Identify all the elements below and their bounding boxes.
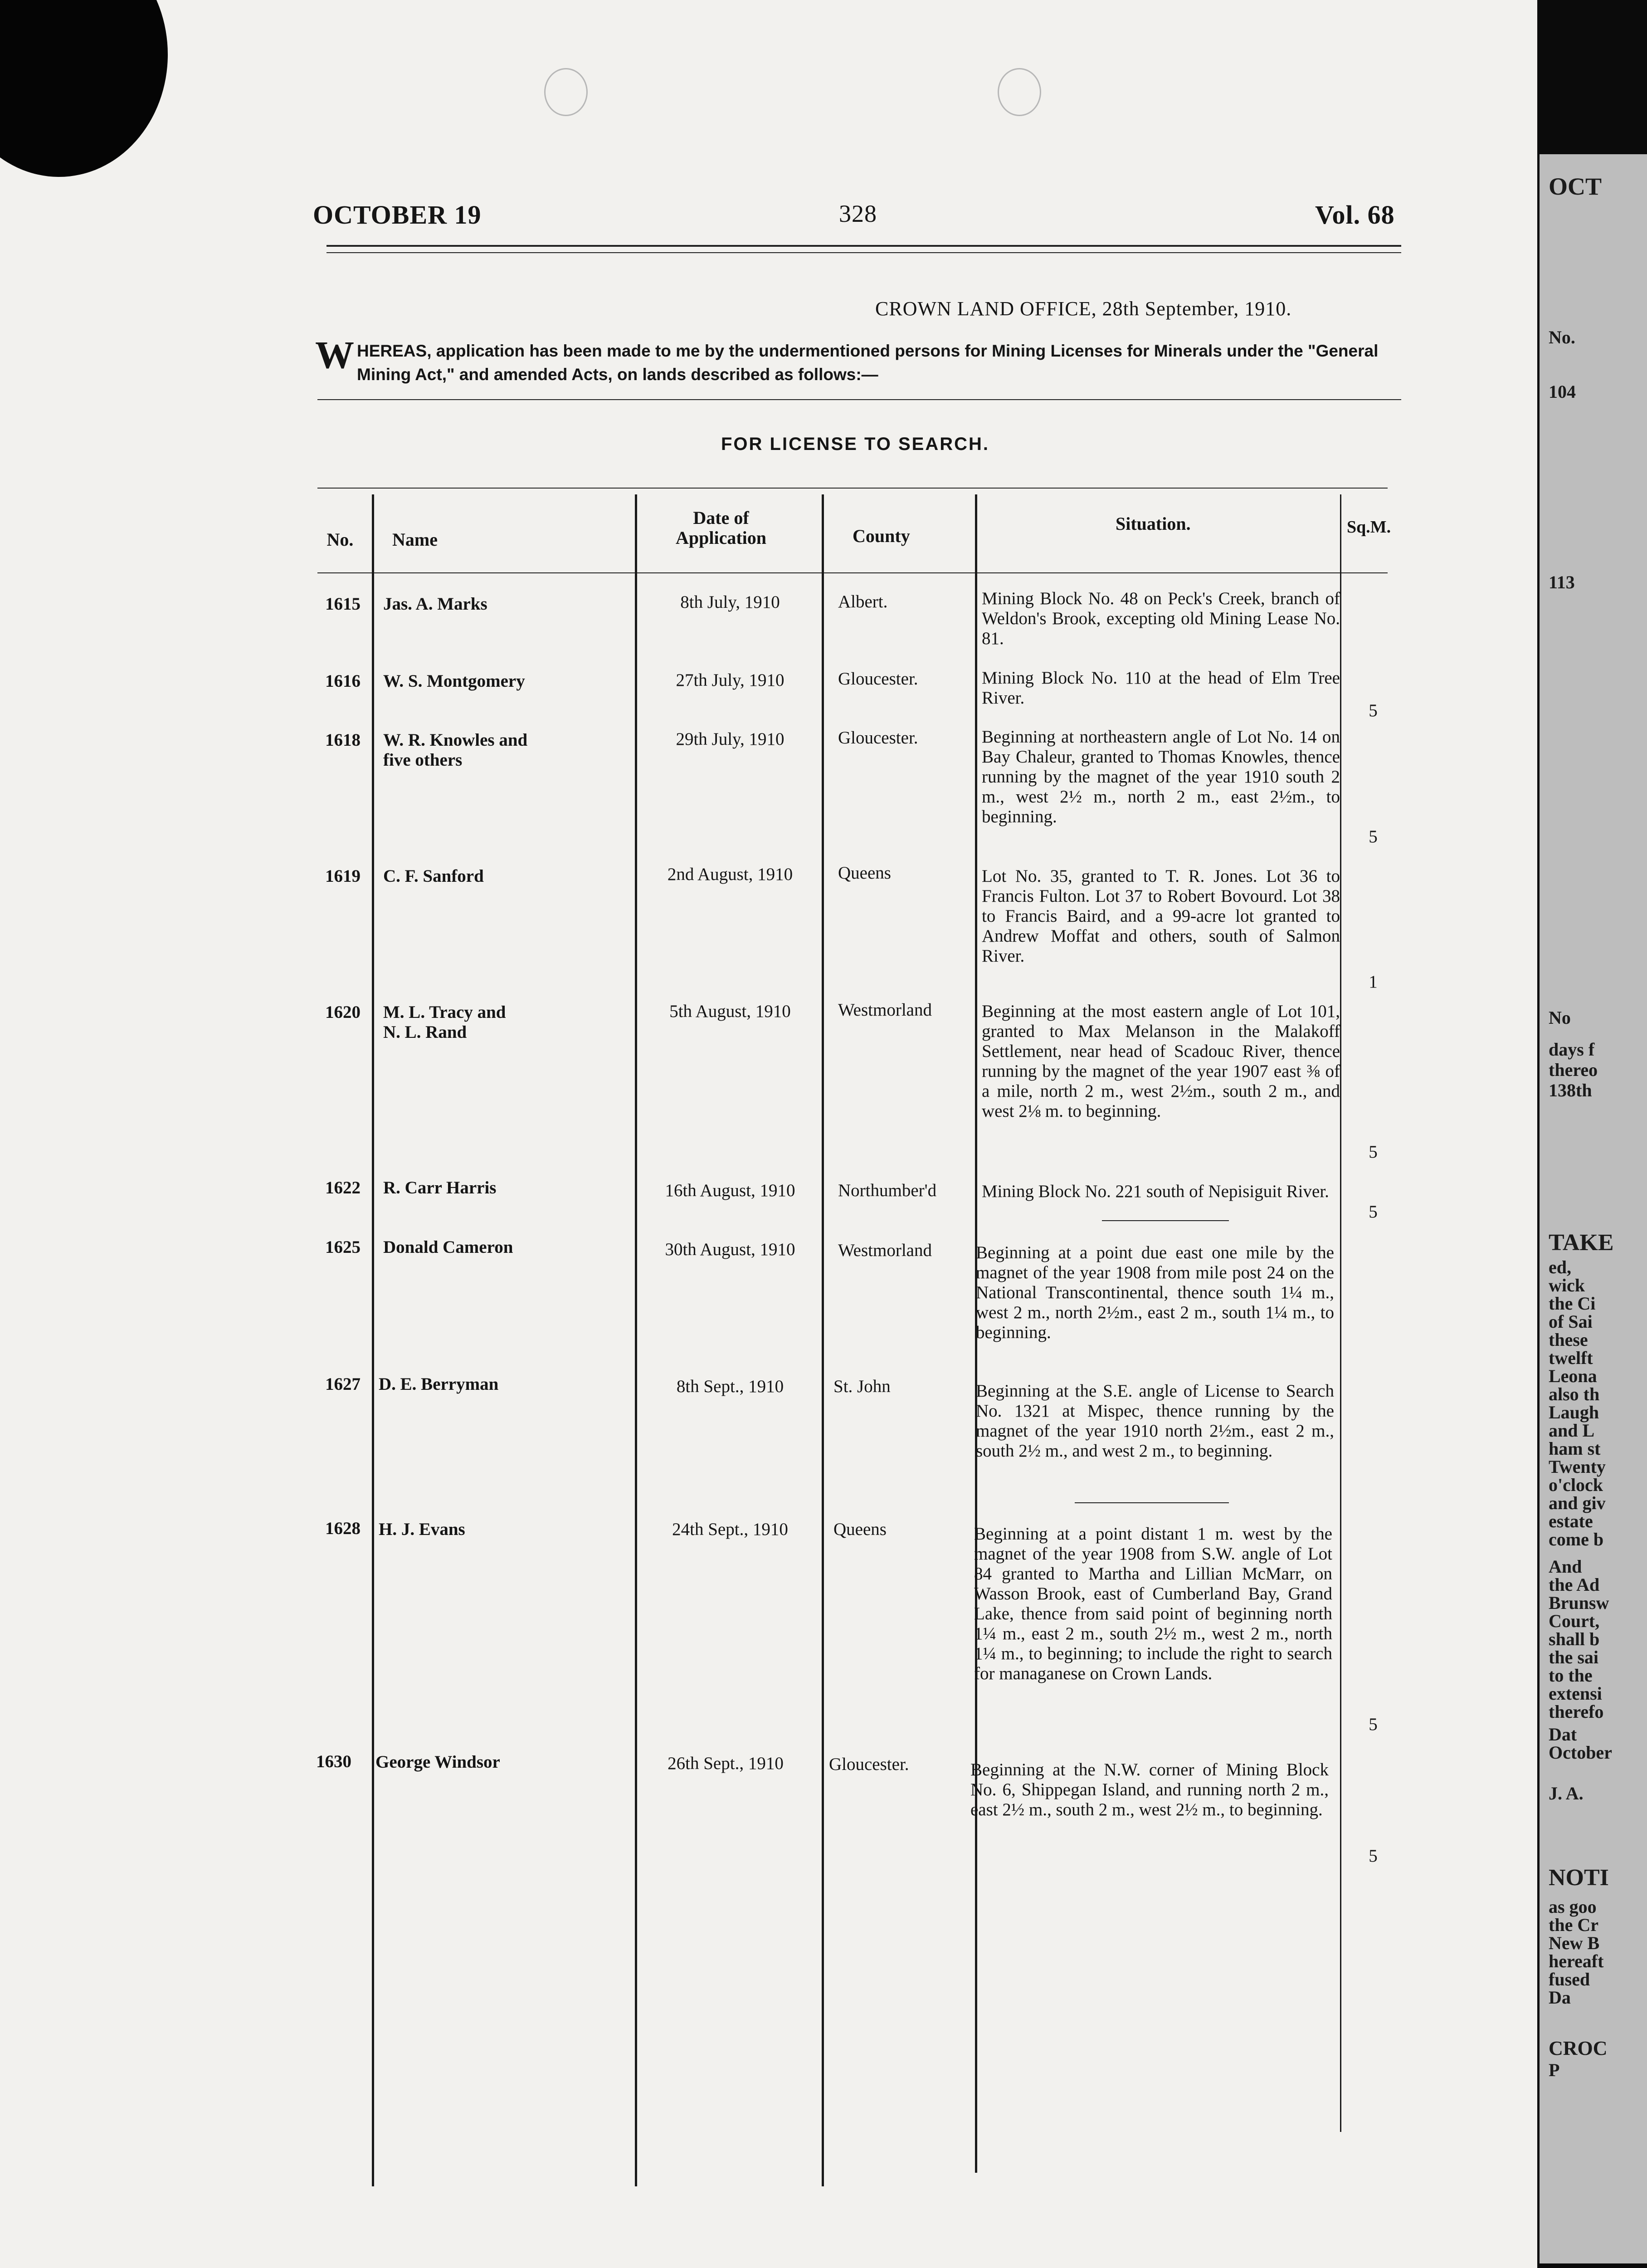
row-sqm: 5 bbox=[1369, 1846, 1378, 1866]
fragment: J. A. bbox=[1549, 1783, 1584, 1804]
row-date: 24th Sept., 1910 bbox=[672, 1520, 788, 1539]
fragment: come b bbox=[1549, 1529, 1604, 1549]
fragment: and L bbox=[1549, 1420, 1595, 1441]
fragment: And bbox=[1549, 1556, 1582, 1577]
row-no: 1622 bbox=[325, 1178, 361, 1198]
fragment: the Ad bbox=[1549, 1574, 1600, 1595]
fragment: TAKE bbox=[1549, 1230, 1614, 1256]
fragment: Laugh bbox=[1549, 1402, 1599, 1422]
row-no: 1627 bbox=[325, 1374, 361, 1394]
fragment: to the bbox=[1549, 1665, 1593, 1686]
row-name: C. F. Sanford bbox=[383, 866, 484, 886]
row-county: Westmorland bbox=[838, 1000, 932, 1020]
fragment: 113 bbox=[1549, 572, 1575, 592]
row-date: 29th July, 1910 bbox=[676, 729, 785, 749]
fragment: therefo bbox=[1549, 1701, 1604, 1722]
row-county: Queens bbox=[838, 863, 891, 883]
fragment: hereaft bbox=[1549, 1951, 1604, 1971]
row-county: St. John bbox=[833, 1377, 891, 1396]
entry-separator bbox=[1102, 1220, 1229, 1221]
row-situation: Beginning at the most eastern angle of Lot 101, granted to Max Melanson in the Malakoff Settlement, near head of Scadouc River, thence running by the magnet of the year 1907 east ⅜ of a mile, north 2 m., west 2½m., south 2 m., and west 2⅛ m. to beginning. bbox=[982, 1002, 1340, 1121]
fragment: days f bbox=[1549, 1039, 1595, 1060]
fragment: wick bbox=[1549, 1275, 1585, 1295]
row-county: Gloucester. bbox=[838, 669, 918, 689]
row-name: W. R. Knowles and five others bbox=[383, 730, 528, 770]
fragment: Twenty bbox=[1549, 1457, 1606, 1477]
fragment: NOTI bbox=[1549, 1865, 1609, 1891]
fragment: Dat bbox=[1549, 1724, 1577, 1745]
row-situation: Beginning at northeastern angle of Lot No. 14 on Bay Chaleur, granted to Thomas Knowles, thence running by the magnet of the year 1910 south 2 m., west 2½ m., north 2 m., east 2½m., to beginning. bbox=[982, 727, 1340, 826]
row-date: 16th August, 1910 bbox=[665, 1181, 795, 1200]
row-situation: Beginning at the S.E. angle of License to Search No. 1321 at Mispec, thence running by the magnet of the year 1910 north 2½m., east 2 m., south 2½ m., and west 2 m., to beginning. bbox=[976, 1381, 1334, 1461]
fragment: twelft bbox=[1549, 1348, 1593, 1368]
row-no: 1616 bbox=[325, 671, 361, 691]
fragment: estate bbox=[1549, 1511, 1593, 1531]
drop-cap: W bbox=[315, 333, 354, 376]
row-date: 8th Sept., 1910 bbox=[676, 1377, 784, 1396]
col-header-no: No. bbox=[326, 529, 354, 550]
row-name: George Windsor bbox=[375, 1752, 500, 1772]
fragment: the Ci bbox=[1549, 1293, 1596, 1314]
row-date: 5th August, 1910 bbox=[669, 1002, 791, 1021]
row-sqm: 5 bbox=[1369, 1715, 1378, 1734]
office-line: CROWN LAND OFFICE, 28th September, 1910. bbox=[875, 298, 1292, 320]
row-name: M. L. Tracy and N. L. Rand bbox=[383, 1002, 506, 1042]
row-date: 8th July, 1910 bbox=[680, 592, 780, 612]
table-header-rule bbox=[317, 572, 1388, 573]
col-header-situation: Situation. bbox=[1116, 513, 1191, 534]
col-header-county: County bbox=[853, 526, 910, 546]
fragment: shall b bbox=[1549, 1629, 1600, 1649]
row-name: R. Carr Harris bbox=[383, 1178, 497, 1198]
fragment: also th bbox=[1549, 1384, 1600, 1404]
fragment: o'clock bbox=[1549, 1475, 1603, 1495]
row-sqm: 5 bbox=[1369, 1142, 1378, 1162]
table-top-rule bbox=[317, 488, 1388, 489]
fragment: these bbox=[1549, 1330, 1588, 1350]
column-divider bbox=[372, 494, 374, 2186]
section-title: FOR LICENSE TO SEARCH. bbox=[721, 434, 989, 454]
row-situation: Lot No. 35, granted to T. R. Jones. Lot 36 to Francis Fulton. Lot 37 to Robert Bovourd. Lot 38 to Francis Baird, and a 99-acre lot granted to Andrew Moffat and others, south of Salmon River. bbox=[982, 866, 1340, 966]
fragment: No bbox=[1549, 1007, 1571, 1028]
fragment: Court, bbox=[1549, 1611, 1600, 1631]
binding-hole bbox=[0, 0, 168, 177]
fragment: ed, bbox=[1549, 1257, 1571, 1277]
intro-text: HEREAS, application has been made to me by the undermentioned persons for Mining Licenses for Minerals under the "General Mining Act," and amended Acts, on lands described as follows:— bbox=[357, 342, 1379, 384]
fragment: October bbox=[1549, 1742, 1612, 1763]
fragment: thereo bbox=[1549, 1060, 1598, 1080]
row-name: W. S. Montgomery bbox=[383, 671, 525, 691]
row-situation: Mining Block No. 48 on Peck's Creek, branch of Weldon's Brook, excepting old Mining Lease No. 81. bbox=[982, 589, 1340, 648]
fragment: Leona bbox=[1549, 1366, 1597, 1386]
row-date: 26th Sept., 1910 bbox=[668, 1754, 784, 1773]
entry-separator bbox=[1075, 1502, 1229, 1503]
row-no: 1615 bbox=[325, 594, 361, 614]
fragment: P bbox=[1549, 2060, 1560, 2080]
header-rule bbox=[326, 245, 1401, 247]
col-header-date: Date of Application bbox=[675, 508, 767, 548]
col-header-sqm: Sq.M. bbox=[1347, 518, 1391, 537]
row-situation: Beginning at the N.W. corner of Mining Block No. 6, Shippegan Island, and running north 2 m., east 2½ m., south 2 m., west 2½ m., to beginning. bbox=[970, 1760, 1329, 1819]
row-no: 1625 bbox=[325, 1237, 361, 1257]
volume-label: Vol. 68 bbox=[1315, 200, 1395, 230]
fragment: CROC bbox=[1549, 2037, 1608, 2059]
row-county: Queens bbox=[833, 1520, 887, 1539]
adjacent-page-edge bbox=[1540, 154, 1647, 2263]
fragment: New B bbox=[1549, 1933, 1600, 1953]
fragment: the Cr bbox=[1549, 1915, 1598, 1935]
fragment: and giv bbox=[1549, 1493, 1606, 1513]
row-sqm: 5 bbox=[1369, 701, 1378, 720]
header-rule bbox=[326, 252, 1401, 253]
row-name: D. E. Berryman bbox=[379, 1374, 499, 1394]
row-date: 27th July, 1910 bbox=[676, 670, 785, 690]
row-county: Gloucester. bbox=[829, 1755, 909, 1774]
fragment: of Sai bbox=[1549, 1311, 1593, 1332]
row-no: 1619 bbox=[325, 866, 361, 886]
row-date: 2nd August, 1910 bbox=[667, 865, 793, 884]
row-county: Albert. bbox=[838, 592, 888, 611]
punch-mark bbox=[544, 68, 588, 116]
header-date: OCTOBER 19 bbox=[313, 200, 482, 230]
punch-mark bbox=[998, 68, 1041, 116]
row-situation: Beginning at a point due east one mile by the magnet of the year 1908 from mile post 24 on the National Transcontinental, thence south 1¼ m., west 2 m., north 2½m., east 2 m., south 1¼ m., to beginning. bbox=[976, 1243, 1334, 1342]
column-divider bbox=[1340, 494, 1341, 2132]
row-situation: Mining Block No. 221 south of Nepisiguit River. bbox=[982, 1182, 1329, 1201]
row-situation: Beginning at a point distant 1 m. west by the magnet of the year 1908 from S.W. angle of Lot 84 granted to Martha and Lillian McMarr, on Wasson Brook, east of Cumberland Bay, Grand Lake, thence from said point of beginning north 1¼ m., east 2 m., south 2½ m., west 2 m., north 1¼ m., to beginning; to include the right to search for managanese on Crown Lands. bbox=[974, 1524, 1332, 1683]
fragment: as goo bbox=[1549, 1897, 1597, 1917]
row-sqm: 5 bbox=[1369, 827, 1378, 846]
fragment: Brunsw bbox=[1549, 1593, 1609, 1613]
fragment: OCT bbox=[1549, 173, 1602, 200]
fragment: fused bbox=[1549, 1969, 1590, 1989]
section-rule bbox=[317, 399, 1401, 400]
fragment: 138th bbox=[1549, 1080, 1592, 1100]
row-county: Gloucester. bbox=[838, 728, 918, 748]
row-sqm: 5 bbox=[1369, 1202, 1378, 1222]
fragment: ham st bbox=[1549, 1438, 1601, 1459]
fragment: 104 bbox=[1549, 381, 1576, 402]
row-sqm: 1 bbox=[1369, 972, 1378, 992]
row-date: 30th August, 1910 bbox=[665, 1240, 795, 1259]
row-no: 1620 bbox=[325, 1002, 361, 1022]
row-name: Donald Cameron bbox=[383, 1237, 513, 1257]
fragment: the sai bbox=[1549, 1647, 1598, 1667]
row-county: Northumber'd bbox=[838, 1181, 937, 1200]
col-header-name: Name bbox=[392, 529, 438, 550]
row-name: Jas. A. Marks bbox=[383, 594, 487, 614]
intro-paragraph bbox=[315, 333, 1390, 386]
row-county: Westmorland bbox=[838, 1241, 932, 1260]
fragment: extensi bbox=[1549, 1683, 1602, 1704]
row-no: 1618 bbox=[325, 730, 361, 750]
fragment: Da bbox=[1549, 1987, 1571, 2008]
row-no: 1628 bbox=[325, 1519, 361, 1538]
row-name: H. J. Evans bbox=[379, 1520, 465, 1539]
row-situation: Mining Block No. 110 at the head of Elm Tree River. bbox=[982, 668, 1340, 708]
page-number: 328 bbox=[839, 200, 877, 227]
fragment: No. bbox=[1549, 327, 1575, 347]
row-no: 1630 bbox=[316, 1752, 351, 1771]
